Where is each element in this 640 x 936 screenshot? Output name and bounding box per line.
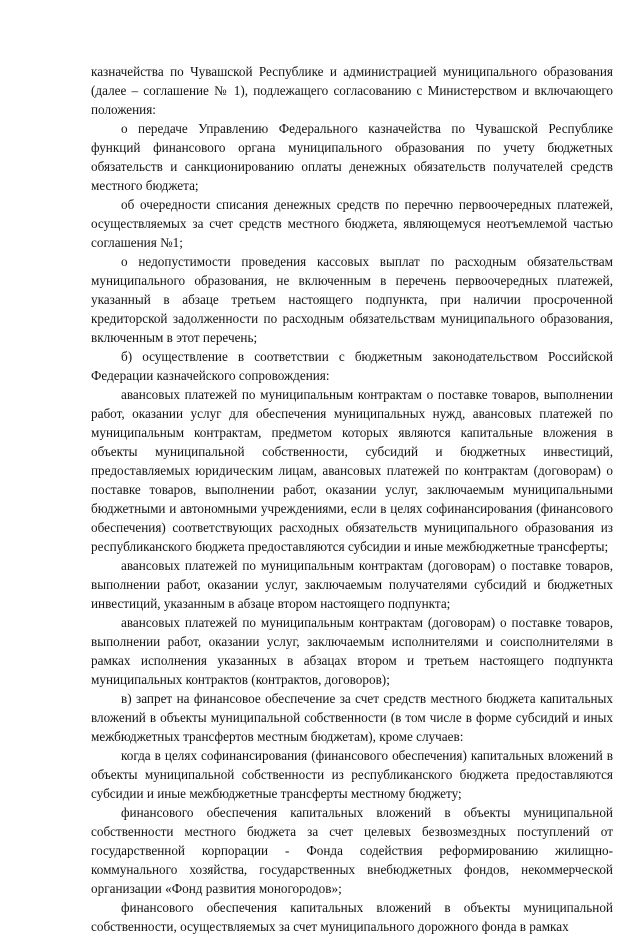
paragraph: авансовых платежей по муниципальным контрактам (договорам) о поставке товаров, выполнении работ, оказании услуг, заключаемым исполнителями и соисполнителями в рамках исполнения указанных в абзацах втором и третьем настоящего подпункта муниципальных контрактов (контрактов, договоров);	[91, 615, 613, 687]
paragraph: о передаче Управлению Федерального казначейства по Чувашской Республике функций финансового органа муниципального образования по учету бюджетных обязательств и санкционированию оплаты денежных обязательств получателей средств местного бюджета;	[91, 121, 613, 193]
paragraph: финансового обеспечения капитальных вложений в объекты муниципальной собственности, осуществляемых за счет муниципального дорожного фонда в рамках	[91, 900, 613, 934]
paragraph: о недопустимости проведения кассовых выплат по расходным обязательствам муниципального образования, не включенным в перечень первоочередных платежей, указанный в абзаце третьем настоящего подпункта, при наличии просроченной кредиторской задолженности по расходным обязательствам муниципального образования, включенным в этот перечень;	[91, 254, 613, 345]
paragraph: когда в целях софинансирования (финансового обеспечения) капитальных вложений в объекты муниципальной собственности из республиканского бюджета предоставляются субсидии и иные межбюджетные трансферты местному бюджету;	[91, 748, 613, 801]
paragraph: финансового обеспечения капитальных вложений в объекты муниципальной собственности местного бюджета за счет целевых безвозмездных поступлений от государственной корпорации - Фонда содействия реформированию жилищно-коммунального хозяйства, государственных внебюджетных фондов, некоммерческой организации «Фонд развития моногородов»;	[91, 805, 613, 896]
paragraph: об очередности списания денежных средств по перечню первоочередных платежей, осуществляемых за счет средств местного бюджета, являющемуся неотъемлемой частью соглашения №1;	[91, 197, 613, 250]
paragraph-item-b: б) осуществление в соответствии с бюджетным законодательством Российской Федерации казначейского сопровождения:	[91, 349, 613, 383]
paragraph-item-v: в) запрет на финансовое обеспечение за счет средств местного бюджета капитальных вложений в объекты муниципальной собственности (в том числе в форме субсидий и иных межбюджетных трансфертов местным бюджетам), кроме случаев:	[91, 691, 613, 744]
paragraph: авансовых платежей по муниципальным контрактам (договорам) о поставке товаров, выполнении работ, оказании услуг, заключаемым получателями субсидий и бюджетных инвестиций, указанным в абзаце втором настоящего подпункта;	[91, 558, 613, 611]
paragraph: авансовых платежей по муниципальным контрактам о поставке товаров, выполнении работ, оказании услуг для обеспечения муниципальных нужд, авансовых платежей по муниципальным контрактам, предметом которых являются капитальные вложения в объекты муниципальной собственности, субсидий и бюджетных инвестиций, предоставляемых юридическим лицам, авансовых платежей по контрактам (договорам) о поставке товаров, выполнении работ, оказании услуг, заключаемым муниципальными бюджетными и автономными учреждениями, если в целях софинансирования (финансового обеспечения) соответствующих расходных обязательств муниципального образования из республиканского бюджета предоставляются субсидии и иные межбюджетные трансферты;	[91, 387, 613, 554]
paragraph-continuation: казначейства по Чувашской Республике и администрацией муниципального образования (далее – соглашение № 1), подлежащего согласованию с Министерством и включающего положения:	[91, 64, 613, 117]
